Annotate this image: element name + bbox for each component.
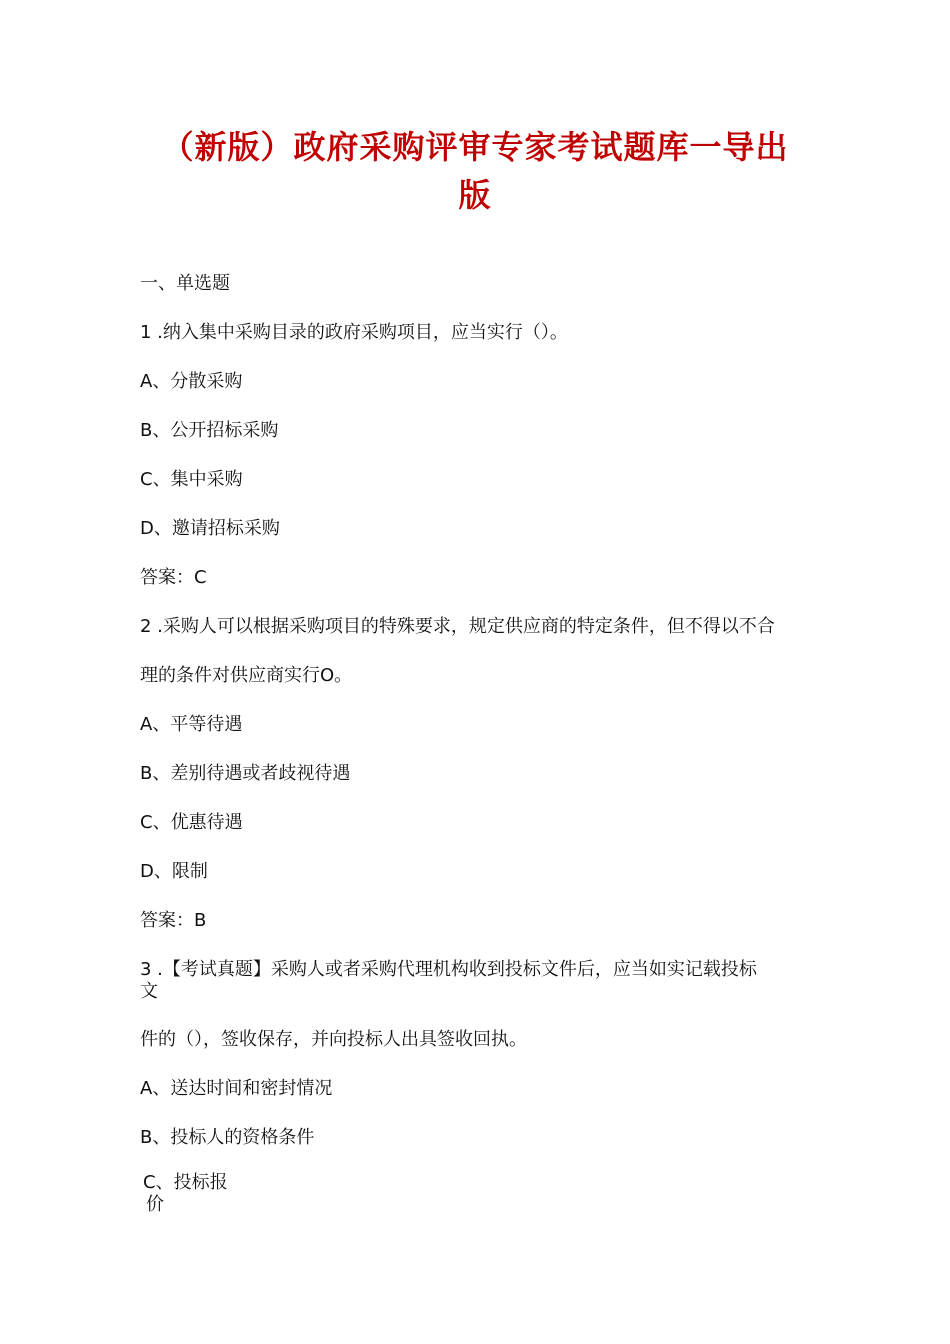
- question-2-option-c: C、优惠待遇: [140, 812, 243, 833]
- question-2-stem-line-1: 2 .采购人可以根据采购项目的特殊要求，规定供应商的特定条件，但不得以不合: [140, 616, 775, 637]
- question-2-option-a: A、平等待遇: [140, 714, 243, 735]
- question-1-option-b: B、公开招标采购: [140, 420, 279, 441]
- question-1-stem: 1 .纳入集中采购目录的政府采购项目，应当实行（）。: [140, 322, 568, 343]
- question-1-option-a: A、分散采购: [140, 371, 243, 392]
- question-3-option-b: B、投标人的资格条件: [140, 1127, 315, 1148]
- document-title-line-1: （新版）政府采购评审专家考试题库一导出: [161, 128, 789, 166]
- question-1-option-d: D、邀请招标采购: [140, 518, 280, 539]
- question-1-option-c: C、集中采购: [140, 469, 243, 490]
- document-title-line-2: 版: [458, 176, 492, 214]
- question-2-stem-line-2: 理的条件对供应商实行O。: [140, 665, 353, 686]
- section-heading: 一、单选题: [140, 273, 230, 294]
- question-1-answer: 答案：C: [140, 567, 207, 588]
- question-3-stem-line-1-wrap: 文: [140, 981, 158, 1002]
- question-3-stem-line-2: 件的（），签收保存，并向投标人出具签收回执。: [140, 1029, 527, 1050]
- question-3-option-c-line-1: C、投标报: [143, 1172, 228, 1193]
- question-3-stem-line-1: 3 .【考试真题】采购人或者采购代理机构收到投标文件后，应当如实记载投标: [140, 959, 757, 980]
- question-2-option-d: D、限制: [140, 861, 208, 882]
- question-3-option-a: A、送达时间和密封情况: [140, 1078, 333, 1099]
- question-2-option-b: B、差别待遇或者歧视待遇: [140, 763, 351, 784]
- question-2-answer: 答案：B: [140, 910, 207, 931]
- question-3-option-c-line-2: 价: [146, 1194, 164, 1215]
